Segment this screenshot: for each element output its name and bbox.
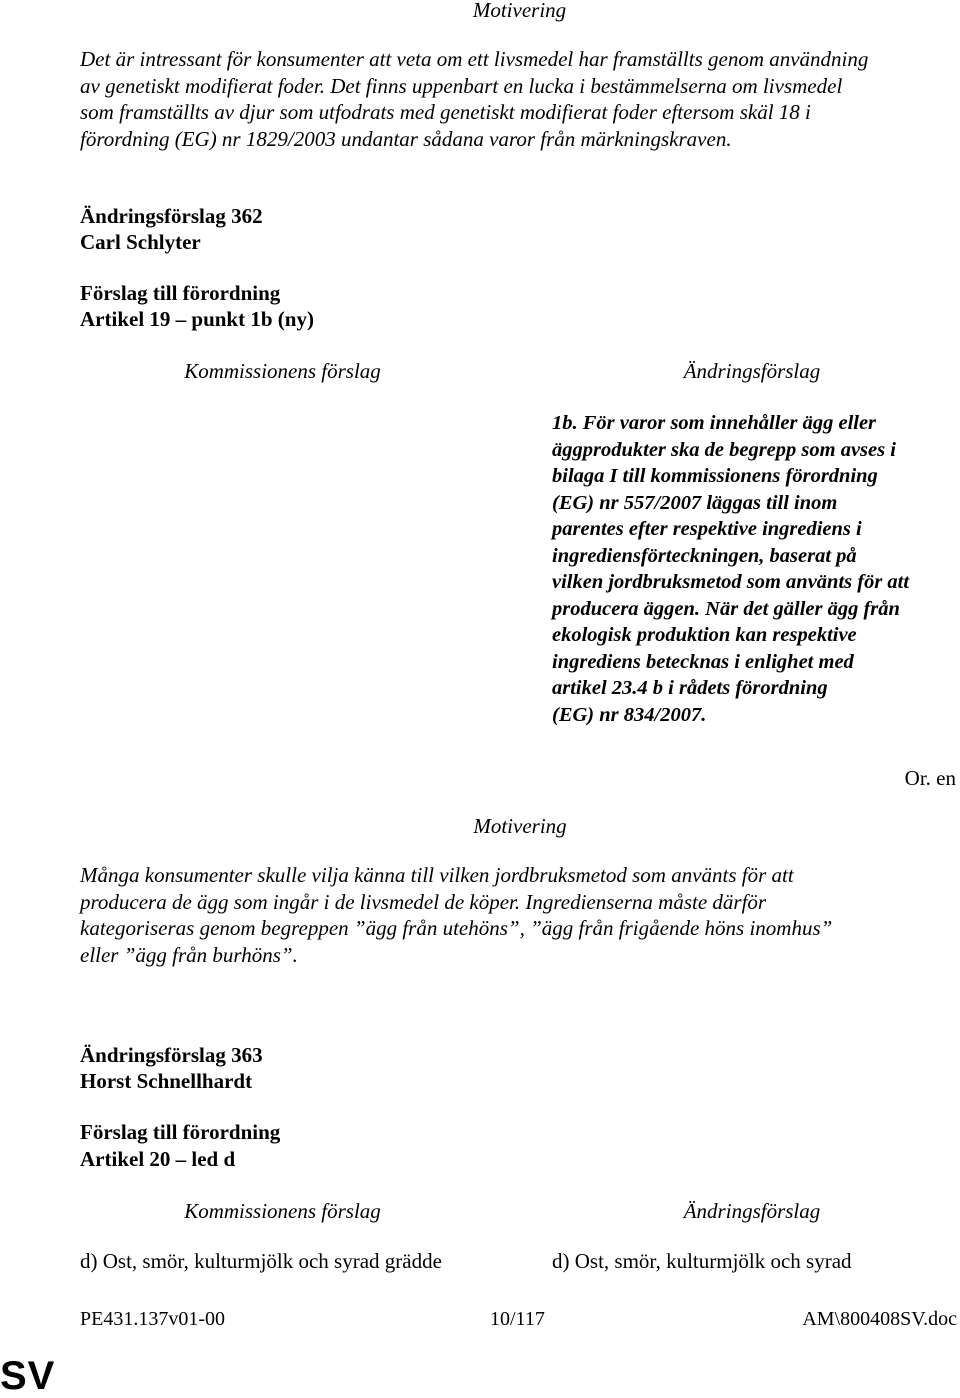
amendment-line: producera äggen. När det gäller ägg från	[552, 597, 900, 620]
amendment-line: ingrediens betecknas i enlighet med	[552, 650, 854, 673]
justification-line: kategoriseras genom begreppen ”ägg från utehöns”, ”ägg från frigående höns inomhus”	[80, 916, 833, 940]
footer-document-ref: PE431.137v01-00	[80, 1308, 225, 1330]
justification-line: producera de ägg som ingår i de livsmedel de köper. Ingredienserna måste därför	[80, 889, 767, 914]
amendment-line: äggprodukter ska de begrepp som avses i	[552, 438, 896, 461]
amendment-number: Ändringsförslag 362	[80, 204, 263, 228]
amendment-line: artikel 23.4 b i rådets förordning	[552, 677, 828, 699]
amendment-line: vilken jordbruksmetod som använts för att	[552, 571, 910, 593]
original-language: Or. en	[904, 766, 956, 790]
paragraph-line: Det är intressant för konsumenter att veta om ett livsmedel har framställts genom användning	[80, 47, 869, 71]
amendment-line: ingrediensförteckningen, baserat på	[552, 544, 857, 567]
amendment-text	[552, 410, 960, 728]
proposal-title: Förslag till förordning	[80, 281, 281, 305]
amendment-line: parentes efter respektive ingrediens i	[552, 518, 862, 540]
column-header-commission: Kommissionens förslag	[184, 1199, 381, 1223]
justification-paragraph	[80, 862, 960, 968]
amendment-number: Ändringsförslag 363	[80, 1043, 263, 1067]
amendment-author: Carl Schlyter	[80, 230, 201, 254]
paragraph-line: som framställts av djur som utfodrats med genetiskt modifierat foder eftersom skäl 18 i	[80, 100, 811, 124]
top-motivering-heading: Motivering	[472, 0, 567, 22]
article-reference: Artikel 19 – punkt 1b (ny)	[80, 307, 314, 331]
amendment-line: (EG) nr 557/2007 läggas till inom	[552, 491, 838, 514]
amendment-text: d) Ost, smör, kulturmjölk och syrad	[552, 1249, 852, 1273]
top-motivering-paragraph	[80, 46, 960, 152]
proposal-title: Förslag till förordning	[80, 1120, 281, 1144]
amendment-line: (EG) nr 834/2007.	[552, 703, 707, 726]
footer-page-number: 10/117	[490, 1308, 545, 1330]
justification-line: eller ”ägg från burhöns”.	[80, 942, 298, 967]
amendment-line: 1b. För varor som innehåller ägg eller	[552, 412, 877, 434]
footer-file-ref: AM\800408SV.doc	[802, 1308, 957, 1330]
language-badge: SV	[0, 1355, 70, 1397]
column-header-amendment: Ändringsförslag	[683, 1199, 821, 1223]
paragraph-line: förordning (EG) nr 1829/2003 undantar sådana varor från märkningskraven.	[80, 126, 732, 151]
justification-line: Många konsumenter skulle vilja känna till vilken jordbruksmetod som använts för att	[80, 863, 794, 887]
article-reference: Artikel 20 – led d	[80, 1147, 236, 1171]
column-header-commission: Kommissionens förslag	[184, 359, 381, 383]
amendment-author: Horst Schnellhardt	[80, 1069, 253, 1093]
amendment-line: bilaga I till kommissionens förordning	[552, 465, 878, 487]
amendment-line: ekologisk produktion kan respektive	[552, 624, 857, 646]
column-header-amendment: Ändringsförslag	[683, 359, 821, 383]
commission-text: d) Ost, smör, kulturmjölk och syrad grädde	[80, 1249, 442, 1273]
paragraph-line: av genetiskt modifierat foder. Det finns uppenbart en lucka i bestämmelserna om livsmedel	[80, 73, 843, 98]
justification-heading: Motivering	[473, 814, 567, 838]
